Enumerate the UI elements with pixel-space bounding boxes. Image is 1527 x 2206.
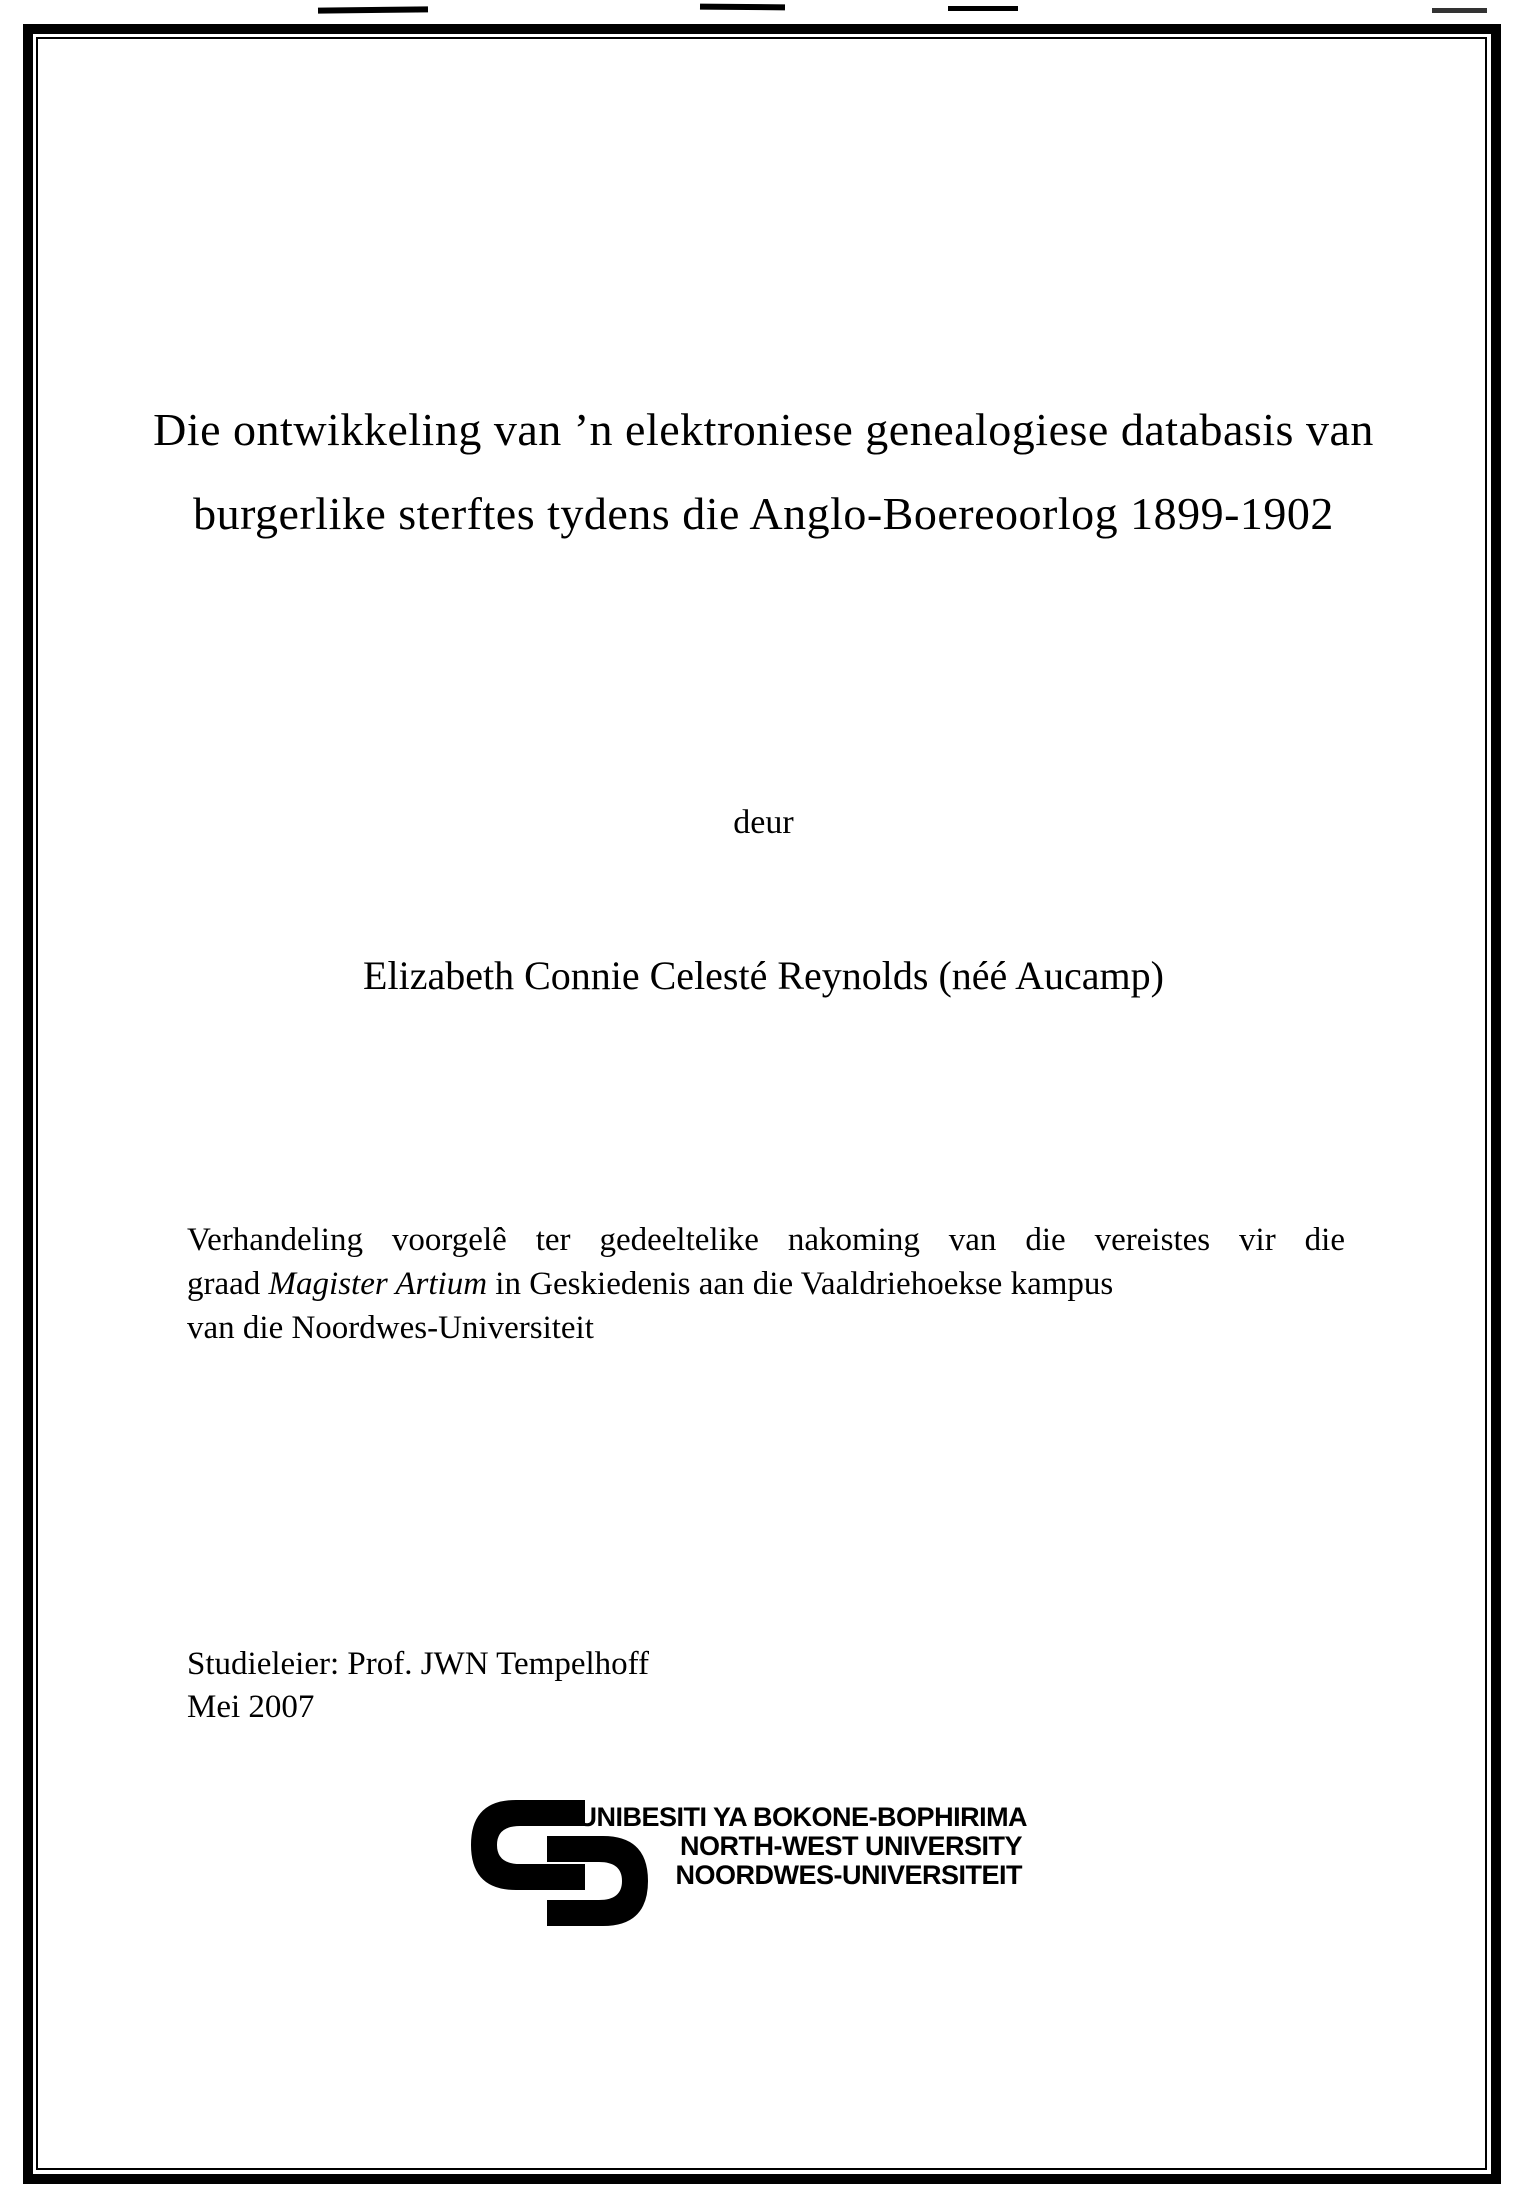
submission-line3: van die Noordwes-Universiteit: [187, 1310, 594, 1346]
thesis-title: [110, 388, 1417, 556]
byline-deur: deur: [733, 804, 794, 841]
date-line: Mei 2007: [187, 1689, 315, 1725]
thesis-title-line2: burgerlike sterftes tydens die Anglo-Boereoorlog 1899-1902: [193, 488, 1334, 539]
university-name-afrikaans: NOORDWES-UNIVERSITEIT: [675, 1860, 1022, 1890]
supervisor-block: [187, 1643, 649, 1729]
scan-artifact: [700, 4, 785, 11]
university-name-block: [560, 1802, 1028, 1890]
supervisor-line: Studieleier: Prof. JWN Tempelhoff: [187, 1646, 650, 1682]
submission-line1: Verhandeling voorgelê ter gedeeltelike nakoming van die vereistes vir die: [187, 1222, 1345, 1258]
degree-name: Magister Artium: [268, 1266, 488, 1302]
author-name: Elizabeth Connie Celesté Reynolds (néé Aucamp): [363, 953, 1164, 998]
submission-statement: [187, 1218, 1345, 1350]
university-name-setswana: YUNIBESITI YA BOKONE-BOPHIRIMA: [560, 1802, 1028, 1832]
university-name-english: NORTH-WEST UNIVERSITY: [679, 1831, 1022, 1861]
scan-artifact: [948, 6, 1018, 11]
submission-line2-suffix: in Geskiedenis aan die Vaaldriehoekse kampus: [487, 1266, 1114, 1302]
scan-artifact: [318, 6, 428, 13]
submission-line2: [187, 1262, 1345, 1306]
submission-line2-prefix: graad: [187, 1266, 269, 1302]
thesis-title-line1: Die ontwikkeling van ’n elektroniese genealogiese databasis van: [153, 404, 1374, 455]
scan-artifact: [1432, 8, 1487, 13]
